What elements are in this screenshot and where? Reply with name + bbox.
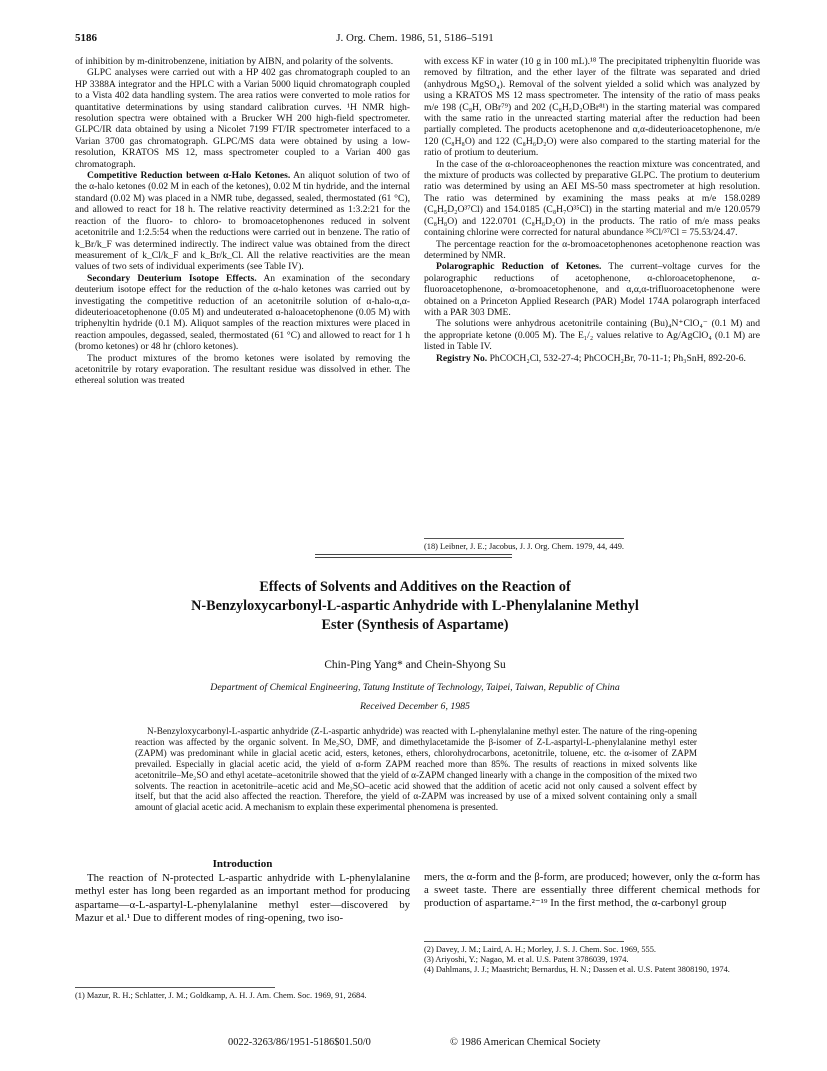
footnote-2: (2) Davey, J. M.; Laird, A. H.; Morley, J. S. J. Chem. Soc. 1969, 555. <box>424 945 656 954</box>
abstract-text: N-Benzyloxycarbonyl-L-aspartic anhydride (Z-L-aspartic anhydride) was reacted with L-phenylalanine methyl ester. The nature of the ring-opening reaction was affected by the organic solvent. In Me₂SO, DMF, and dimethylacetamide the β-isomer of Z-L-aspartyl-L-phenylalanine methyl ester (ZAPM) was predominant while in glacial acetic acid, esters, ketones, ethers, chlorohydrocarbons, acetonitrile, toluene, etc. the α-isomer of ZAPM prevailed. Especially in glacial acetic acid, the yield of α-form ZAPM reached more than 85%. The results of reactions in mixed solvents like acetonitrile–Me₂SO and ethyl acetate–acetonitrile showed that the yield of α-ZAPM changed linearly with a change in the composition of the mixed two solvents. The reaction in acetonitrile–acetic acid and Me₂SO–acetic acid showed that the addition of acetic acid not only caused a solvent effect by itself, but that the acid also affected the reaction. Therefore, the yield of α-ZAPM was increased by use of a mixed solvent containing only a small amount of glacial acetic acid. A mechanism to explain these experimental phenomena is presented. <box>135 726 697 813</box>
title-line: Effects of Solvents and Additives on the Reaction of <box>259 579 571 595</box>
introduction-left-column <box>75 858 410 925</box>
copyright-line: © 1986 American Chemical Society <box>450 1037 601 1048</box>
article-separator-rule <box>315 554 512 555</box>
footnote-rule <box>424 941 624 942</box>
section-heading-introduction: Introduction <box>212 858 273 870</box>
page-number: 5186 <box>75 32 97 44</box>
paragraph: The percentage reaction for the α-bromoacetophenones acetophenone reaction was determined by NMR. <box>424 238 760 261</box>
article-title <box>75 578 755 635</box>
running-header <box>75 32 755 46</box>
footnote-18: (18) Leibner, J. E.; Jacobus, J. J. Org. Chem. 1979, 44, 449. <box>424 542 625 551</box>
footnote-1: (1) Mazur, R. H.; Schlatter, J. M.; Goldkamp, A. H. J. Am. Chem. Soc. 1969, 91, 2684. <box>75 991 367 1000</box>
paragraph-body: The current–voltage curves for the polarographic reductions of acetophenone, α-chloroacetophenone, α-fluoroacetophenone, α-bromoacetophenone, and α,α,α-trifluoroacetophenone were obtained on a Princeton Applied Research (PAR) Model 174A polarograph interfaced with a PAR 303 DME. <box>424 261 760 318</box>
paragraph <box>424 353 760 364</box>
prev-article-left-column <box>75 56 410 387</box>
paragraph <box>75 273 410 353</box>
run-in-heading: Registry No. <box>436 352 488 364</box>
footnotes-right <box>424 945 760 975</box>
paragraph: The product mixtures of the bromo ketones were isolated by removing the acetonitrile by rotary evaporation. The resultant residue was dissolved in ether. The ethereal solution was treated <box>75 352 410 387</box>
paragraph-body: An aliquot solution of two of the α-halo ketones (0.02 M in each of the ketones), 0.02 M tin hydride, and the internal standard (0.02 M) was placed in a NMR tube, degassed, sealed, thermostated (61 °C), and allowed to react for 18 h. The relative reactivity determined as 1:3.2:21 for the reaction of the fluoro- to chloro- to bromoacetophenones reduced in solvent acetonitrile and 1:2.5:54 when the reductions were carried out in benzene. The ratio of k_Br/k_F was determined indirectly. The indirect value was obtained from the direct measurement of k_Cl/k_F and k_Br/k_Cl. All the relative reactivities are the mean values of two sets of individual experiments (see Table IV). <box>75 170 411 273</box>
article-affiliation: Department of Chemical Engineering, Tatung Institute of Technology, Taipei, Taiwan, Republic of China <box>210 682 620 693</box>
title-line: N-Benzyloxycarbonyl-L-aspartic Anhydride with L-Phenylalanine Methyl <box>191 598 639 614</box>
article-separator-rule <box>315 557 512 558</box>
paragraph: mers, the α-form and the β-form, are produced; however, only the α-form has a sweet taste. There are essentially three different chemical methods for production of aspartame.²⁻¹⁹ In the first method, the α-carbonyl group <box>424 871 760 910</box>
paragraph: of inhibition by m-dinitrobenzene, initiation by AIBN, and polarity of the solvents. <box>75 56 394 67</box>
paragraph: GLPC analyses were carried out with a HP 402 gas chromatograph coupled to an HP 3388A integrator and the HPLC with a Varian 5000 liquid chromatograph coupled to a Vista 402 data handling system. The area ratios were converted to mole ratios for quantitative determinations by using standard calibration curves. ¹H NMR high-resolution spectra were obtained with a Brucker WH 200 high-field spectrometer. GLPC/IR data obtained by using a Nicolet 7199 FT/IR spectrometer interfaced to a Varian 3700 gas chromatograph. GLPC/MS data were obtained by using a low-resolution, KRATOS MS 12, mass spectrometer coupled to a Varian 400 gas chromatograph. <box>75 67 410 170</box>
paragraph-body: PhCOCH₂Cl, 532-27-4; PhCOCH₂Br, 70-11-1; Ph₃SnH, 892-20-6. <box>489 352 746 364</box>
footnote-rule <box>75 987 275 988</box>
run-in-heading: Secondary Deuterium Isotope Effects. <box>87 272 257 284</box>
introduction-right-column <box>424 871 760 911</box>
paragraph <box>424 261 760 318</box>
received-date: Received December 6, 1985 <box>360 701 470 712</box>
journal-citation: J. Org. Chem. 1986, 51, 5186–5191 <box>336 32 494 44</box>
page-footer <box>75 1037 755 1051</box>
paragraph: The solutions were anhydrous acetonitrile containing (Bu)₄N⁺ClO₄⁻ (0.1 M) and the appropriate ketone (0.005 M). The E₁/₂ values relative to Ag/AgClO₄ (0.1 M) are listed in Table IV. <box>424 318 760 353</box>
paragraph: with excess KF in water (10 g in 100 mL).¹⁸ The precipitated triphenyltin fluoride was removed by filtration, and the ether layer of the filtrate was separated and dried (anhydrous MgSO₄). Removal of the solvent yielded a solid which was analyzed by using a KRATOS MS 12 mass spectrometer. The intensity of the ratio of mass peaks m/e 198 (C₈H, OBr⁷⁹) and 202 (C₈H₅D₂OBr⁸¹) in the starting material was compared with the same ratio in the unreacted starting material after the reduction had been partially completed. The products acetophenone and α,α-dideuterioacetophenone, m/e 120 (C₈H₈O) and 122 (C₈H₆D₂O) were also compared to the starting material for the ratio of protium to deuterium. <box>424 56 760 159</box>
paragraph: In the case of the α-chloroaceophenones the reaction mixture was concentrated, and the mixture of products was collected by preparative GLPC. The protium to deuterium ratio was determined by using an AEI MS-50 mass spectrometer at high resolution. The ratio was determined by examining the mass peaks at m/e 158.0289 (C₈H₅D₂O³⁷Cl) and 154.0185 (C₈H₇O³⁵Cl) in the starting material and m/e 120.0579 (C₈H₈O) and 122.0701 (C₈H₆D₂O) in the products. The ratio of m/e mass peaks containing chlorine were corrected for natural abundance ³⁵Cl/³⁷Cl = 75.53/24.47. <box>424 158 760 239</box>
paragraph: The reaction of N-protected L-aspartic anhydride with L-phenylalanine methyl ester has long been regarded as an important method for producing aspartame—α-L-aspartyl-L-phenylalanine methyl ester—discovered by Mazur et al.¹ Due to different modes of ring-opening, two iso- <box>75 872 410 924</box>
prev-article-right-column <box>424 56 760 364</box>
title-line: Ester (Synthesis of Aspartame) <box>321 617 509 633</box>
run-in-heading: Competitive Reduction between α-Halo Ketones. <box>87 170 291 182</box>
paragraph-body: An examination of the secondary deuterium isotope effect for the reduction of the α-halo ketones was carried out by investigating the competitive reduction of an acetonitrile solution of α-halo-α,α-dideuterioacetophenone (0.05 M) and undeuterated α-haloacetophenone (0.05 M) with triphenyltin hydride (0.1 M). Aliquot samples of the reaction mixtures were placed in reaction ampoules, degassed, sealed, thermostated (61 °C) and allowed to react for 1 h (bromo ketones) or 48 hr (chloro ketones). <box>75 272 411 353</box>
article-code: 0022-3263/86/1951-5186$01.50/0 <box>228 1037 371 1048</box>
article-abstract <box>135 726 697 813</box>
run-in-heading: Polarographic Reduction of Ketones. <box>436 261 602 273</box>
footnote-4: (4) Dahlmans, J. J.; Maastricht; Bernardus, H. N.; Dassen et al. U.S. Patent 3808190, 1974. <box>424 965 730 974</box>
footnote-rule <box>424 538 624 539</box>
paragraph <box>75 170 410 273</box>
article-authors: Chin-Ping Yang* and Chein-Shyong Su <box>324 659 506 671</box>
footnote-3: (3) Ariyoshi, Y.; Nagao, M. et al. U.S. Patent 3786039, 1974. <box>424 955 629 964</box>
